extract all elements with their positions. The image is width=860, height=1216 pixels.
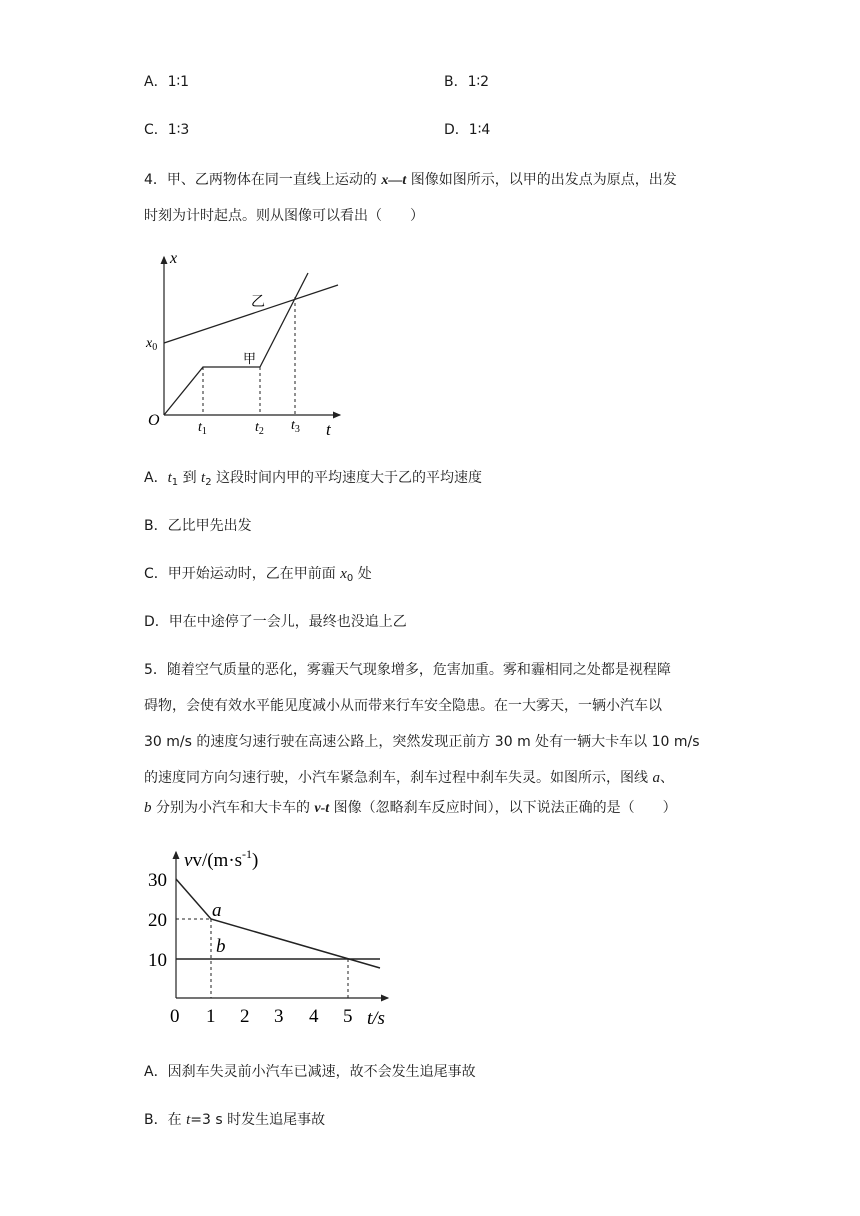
q4-option-c: C．甲开始运动时，乙在甲前面 $x_0$ 处 <box>144 566 372 584</box>
q4-x-axis-label: t <box>326 420 331 439</box>
q5-stem-line3: 30 m/s 的速度匀速行驶在高速公路上，突然发现正前方 30 m 处有一辆大卡车以 10 m/s <box>144 734 700 750</box>
q5-x-tick-1: 1 <box>206 1006 216 1027</box>
q3-option-c: C．1∶3 <box>144 122 190 138</box>
q4-x0-label: $x_0$ <box>146 336 158 353</box>
q4-y-axis-label: x <box>170 250 178 267</box>
q5-y-axis-label: $vv/(m\cdot s^{-1})$ <box>184 847 259 871</box>
q4-t2-label: $t_2$ <box>255 420 264 437</box>
q5-line-a <box>176 879 380 968</box>
q5-label-b: b <box>216 936 226 957</box>
q4-t3-label: $t_3$ <box>291 418 300 435</box>
q5-x-tick-0: 0 <box>170 1006 180 1027</box>
q5-option-a: A．因刹车失灵前小汽车已减速，故不会发生追尾事故 <box>144 1064 476 1080</box>
q3-option-b: B．1∶2 <box>444 74 490 90</box>
q5-stem-line1: 5．随着空气质量的恶化，雾霾天气现象增多，危害加重。雾和霾相同之处都是视程障 <box>144 662 671 678</box>
q4-stem-line1: 4．甲、乙两物体在同一直线上运动的 x—t 图像如图所示，以甲的出发点为原点，出发 <box>144 172 677 188</box>
q5-stem-line5: b 分别为小汽车和大卡车的 v-t 图像（忽略刹车反应时间），以下说法正确的是（ ） <box>144 800 677 816</box>
q5-label-a: a <box>212 900 222 921</box>
q5-option-b: B．在 t=3 s 时发生追尾事故 <box>144 1112 326 1128</box>
q5-vt-graph <box>140 840 400 1030</box>
q4-origin-label: O <box>148 412 160 429</box>
q3-option-a: A．1∶1 <box>144 74 190 90</box>
q4-option-d: D．甲在中途停了一会儿，最终也没追上乙 <box>144 614 407 630</box>
q4-label-jia: 甲 <box>243 352 257 367</box>
q5-x-tick-4: 4 <box>309 1006 319 1027</box>
q5-y-tick-30: 30 <box>148 870 167 891</box>
q4-stem-line2: 时刻为计时起点。则从图像可以看出（ ） <box>144 208 424 224</box>
q4-label-yi: 乙 <box>251 294 265 310</box>
q4-option-b: B．乙比甲先出发 <box>144 518 252 534</box>
q5-x-tick-2: 2 <box>240 1006 250 1027</box>
q4-t1-label: $t_1$ <box>198 420 207 437</box>
q3-option-d: D．1∶4 <box>444 122 491 138</box>
q5-stem-line4: 的速度同方向匀速行驶，小汽车紧急刹车，刹车过程中刹车失灵。如图所示，图线 a、 <box>144 770 674 786</box>
q4-line-jia <box>164 273 308 415</box>
q5-x-axis-label: t/s <box>367 1008 385 1029</box>
q5-x-tick-3: 3 <box>274 1006 284 1027</box>
q5-x-tick-5: 5 <box>343 1006 353 1027</box>
q5-y-tick-10: 10 <box>148 950 167 971</box>
q5-stem-line2: 碍物，会使有效水平能见度减小从而带来行车安全隐患。在一大雾天，一辆小汽车以 <box>144 698 662 714</box>
q4-xt-graph <box>140 245 350 440</box>
q4-option-a: A．$t_1$ 到 $t_2$ 这段时间内甲的平均速度大于乙的平均速度 <box>144 470 483 488</box>
q5-y-tick-20: 20 <box>148 910 167 931</box>
